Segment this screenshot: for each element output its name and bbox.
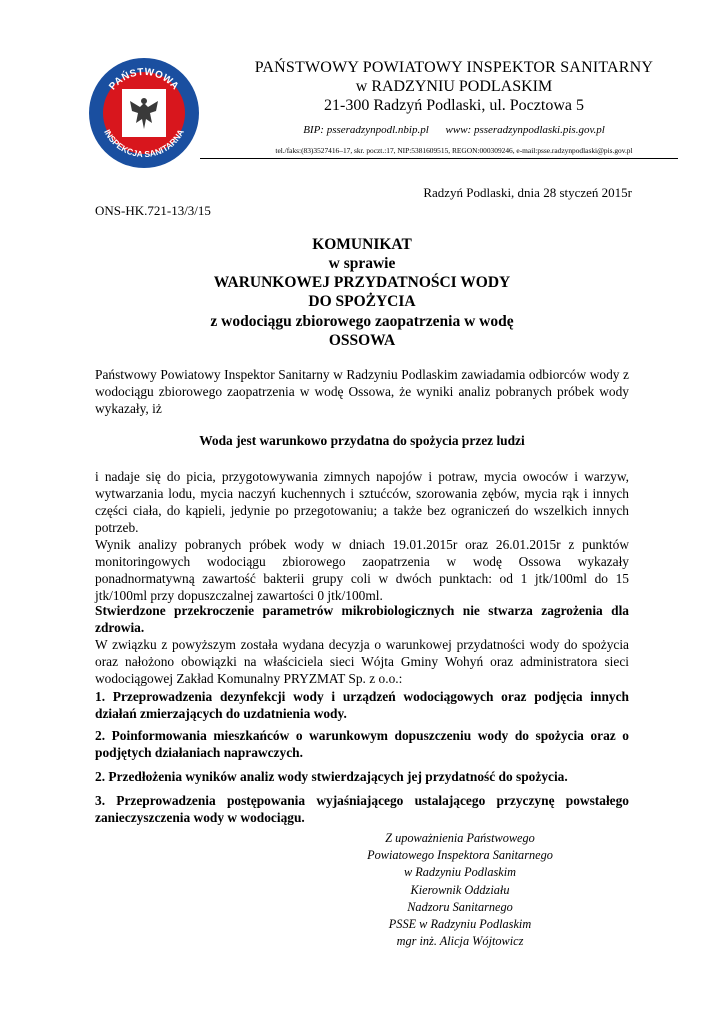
usage-paragraph: i nadaje się do picia, przygotowywania zimnych napojów i potraw, mycia owoców i warzyw, wytwarzania lodu, mycia naczyń kuchennych i sztućców, szorowania zębów, mycia rąk i innych części ciała, do kąpieli, jedynie po przegotowaniu; a także bez ograniczeń do wszelkich innych potrzeb. (95, 469, 629, 535)
decision-paragraph: W związku z powyższym została wydana decyzja o warunkowej przydatności wody do spożycia oraz nałożono obowiązki na właściciela sieci Wójta Gminy Wohyń oraz administratora sieci wodociągowej Zakład Komunalny PRYZMAT Sp. z o.o.: (95, 637, 629, 686)
header-divider (200, 158, 678, 159)
signature-line: w Radzyniu Podlaskim (403, 865, 517, 880)
intro-paragraph: Państwowy Powiatowy Inspektor Sanitarny w Radzyniu Podlaskim zawiadamia odbiorców wody z wodociągu zbiorowego zaopatrzenia w wodę Ossowa, że wyniki analiz pobranych próbek wody wykazały, iż (95, 367, 629, 416)
signature-name: mgr inż. Alicja Wójtowicz (396, 934, 524, 949)
logo-text-top: PAŃSTWOWA (107, 66, 181, 93)
signature-block (340, 830, 580, 950)
www-link[interactable]: www: psseradzynpodlaski.pis.gov.pl (445, 124, 605, 136)
title-subject: WARUNKOWEJ PRZYDATNOŚCI WODY (213, 274, 511, 291)
header-address: 21-300 Radzyń Podlaski, ul. Pocztowa 5 (324, 97, 584, 114)
obligation-item: 3. Przeprowadzenia postępowania wyjaśniającego ustalającego przyczynę powstałego zanieczyszczenia wody w wodociągu. (95, 793, 629, 825)
title-w-sprawie: w sprawie (328, 255, 396, 272)
document-date: Radzyń Podlaski, dnia 28 styczeń 2015r (423, 185, 632, 200)
obligation-item: 2. Przedłożenia wyników analiz wody stwierdzających jej przydatność do spożycia. (95, 769, 568, 784)
signature-line: Kierownik Oddziału (410, 882, 510, 897)
inspekcja-sanitarna-logo (88, 57, 200, 169)
title-komunikat: KOMUNIKAT (312, 236, 412, 253)
document-reference: ONS-HK.721-13/3/15 (95, 203, 211, 218)
obligation-item: 2. Poinformowania mieszkańców o warunkowym dopuszczeniu wody do spożycia oraz o podjętych działaniach naprawczych. (95, 728, 629, 760)
signature-line: PSSE w Radzyniu Podlaskim (388, 917, 532, 932)
title-source: z wodociągu zbiorowego zaopatrzenia w wodę (210, 313, 514, 330)
header-location: w RADZYNIU PODLASKIM (355, 78, 553, 95)
header-contact-details: tel./faks:(83)3527416–17, skr. poczt.:17, NIP:5381609515, REGON:000309246, e-mail:psse.radzynpodlaski@pis.gov.pl (275, 146, 633, 155)
header-web-links (200, 124, 708, 136)
verdict-statement: Woda jest warunkowo przydatna do spożycia przez ludzi (199, 433, 525, 448)
title-subject-2: DO SPOŻYCIA (308, 293, 416, 310)
obligation-item: 1. Przeprowadzenia dezynfekcji wody i urządzeń wodociągowych oraz podjęcia innych działań zmierzających do uzdatnienia wody. (95, 689, 629, 721)
header-institution-name: PAŃSTWOWY POWIATOWY INSPEKTOR SANITARNY (254, 59, 654, 76)
signature-line: Powiatowego Inspektora Sanitarnego (367, 848, 553, 863)
title-location: OSSOWA (328, 332, 396, 349)
signature-line: Nadzoru Sanitarnego (407, 899, 513, 914)
logo-text-bottom: INSPEKCJA SANITARNA (102, 127, 186, 160)
bip-link[interactable]: BIP: psseradzynpodl.nbip.pl (303, 124, 429, 136)
risk-statement: Stwierdzone przekroczenie parametrów mikrobiologicznych nie stwarza zagrożenia dla zdrowia. (95, 603, 629, 635)
signature-line: Z upoważnienia Państwowego (385, 831, 535, 845)
analysis-paragraph: Wynik analizy pobranych próbek wody w dniach 19.01.2015r oraz 26.01.2015r z punktów monitoringowych wodociągu zbiorowego zaopatrzenia w wodę Ossowa wykazały ponadnormatywną zawartość bakterii grupy coli w dwóch punktach: od 1 jtk/100ml do 15 jtk/100ml przy dopuszczalnej zawartości 0 jtk/100ml. (95, 537, 629, 603)
